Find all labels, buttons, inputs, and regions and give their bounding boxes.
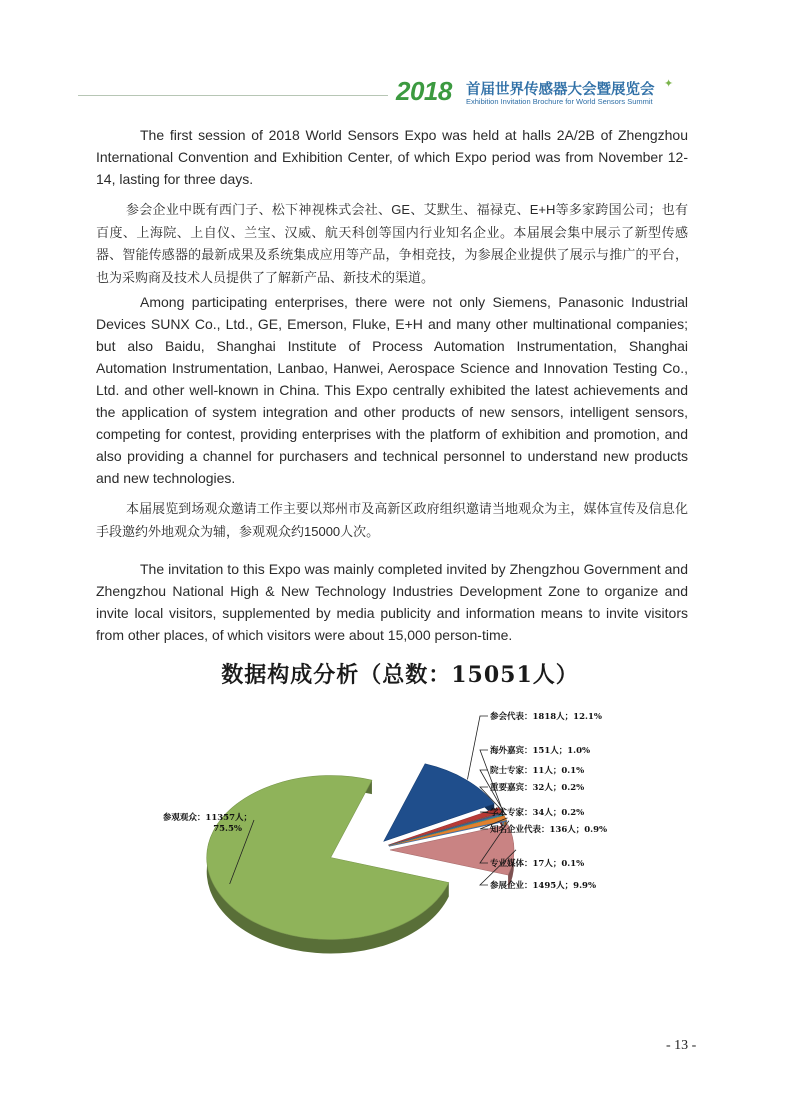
pie-slice-label: 知名企业代表：136人；0.9%: [490, 825, 608, 835]
brand-title: 首届世界传感器大会暨展览会: [466, 82, 655, 98]
page-number: - 13 -: [666, 1038, 697, 1053]
brand-subtitle: Exhibition Invitation Brochure for World Sensors Summit: [466, 97, 653, 106]
pie-slice-label: 参会代表：1818人；12.1%: [490, 712, 602, 722]
chart-title: 数据构成分析（总数：15051人）: [221, 662, 579, 688]
paragraph-enterprises-en: Among participating enterprises, there were not only Siemens, Panasonic Industrial Devices SUNX Co., Ltd., GE, Emerson, Fluke, E+H and many other multinational companies; but also Baidu, Shanghai Institute of Process Automation Instrumentation, Shanghai Automation Instrumentation, Lanbao, Hanwei, Aerospace Science and Innovation Testing Co., Ltd. and other well-known in China. This Expo centrally exhibited the latest achievements and the application of system integration and other products of new sensors, intelligent sensors, competing for contest, providing enterprises with the platform of exhibition and promotion, and also providing a channel for purchasers and technical personnel to understand new products and new technologies.: [96, 294, 688, 486]
brand-star-icon: ✦: [664, 78, 674, 90]
pie-slice-label: 海外嘉宾：151人；1.0%: [490, 746, 591, 756]
pie-slice-label: 参观观众：11357人； 75.5%: [162, 813, 252, 834]
pie-slice-label: 院士专家：11人；0.1%: [490, 766, 585, 776]
pie-slice-label: 学术专家：34人；0.2%: [490, 808, 585, 818]
pie-slice-label: 参展企业：1495人；9.9%: [490, 881, 597, 891]
brand-year: 2018: [396, 76, 452, 106]
pie-slice-label: 专业媒体：17人；0.1%: [490, 859, 585, 869]
paragraph-enterprises-cn: 参会企业中既有西门子、松下神视株式会社、GE、艾默生、福禄克、E+H等多家跨国公司；也有百度、上海院、上自仪、兰宝、汉威、航天科创等国内行业知名企业。本届展会集中展示了新型传感器、智能传感器的最新成果及系统集成应用等产品，争相竞技，为参展企业提供了展示与推广的平台，也为采购商及技术人员提供了了解新产品、新技术的渠道。: [96, 202, 688, 285]
pie-slice-label: 重要嘉宾：32人；0.2%: [490, 783, 585, 793]
paragraph-expo-intro-en: The first session of 2018 World Sensors Expo was held at halls 2A/2B of Zhengzhou International Convention and Exhibition Center, of which Expo period was from November 12-14, lasting for three days.: [96, 127, 688, 187]
paragraph-visitors-cn: 本届展览到场观众邀请工作主要以郑州市及高新区政府组织邀请当地观众为主，媒体宣传及信息化手段邀约外地观众为辅，参观观众约15000人次。: [96, 501, 688, 539]
paragraph-visitors-en: The invitation to this Expo was mainly completed invited by Zhengzhou Government and Zhengzhou National High & New Technology Industries Development Zone to organize and invite local visitors, supplemented by media publicity and information means to invite visitors from other places, of which visitors were about 15,000 person-time.: [96, 561, 688, 643]
